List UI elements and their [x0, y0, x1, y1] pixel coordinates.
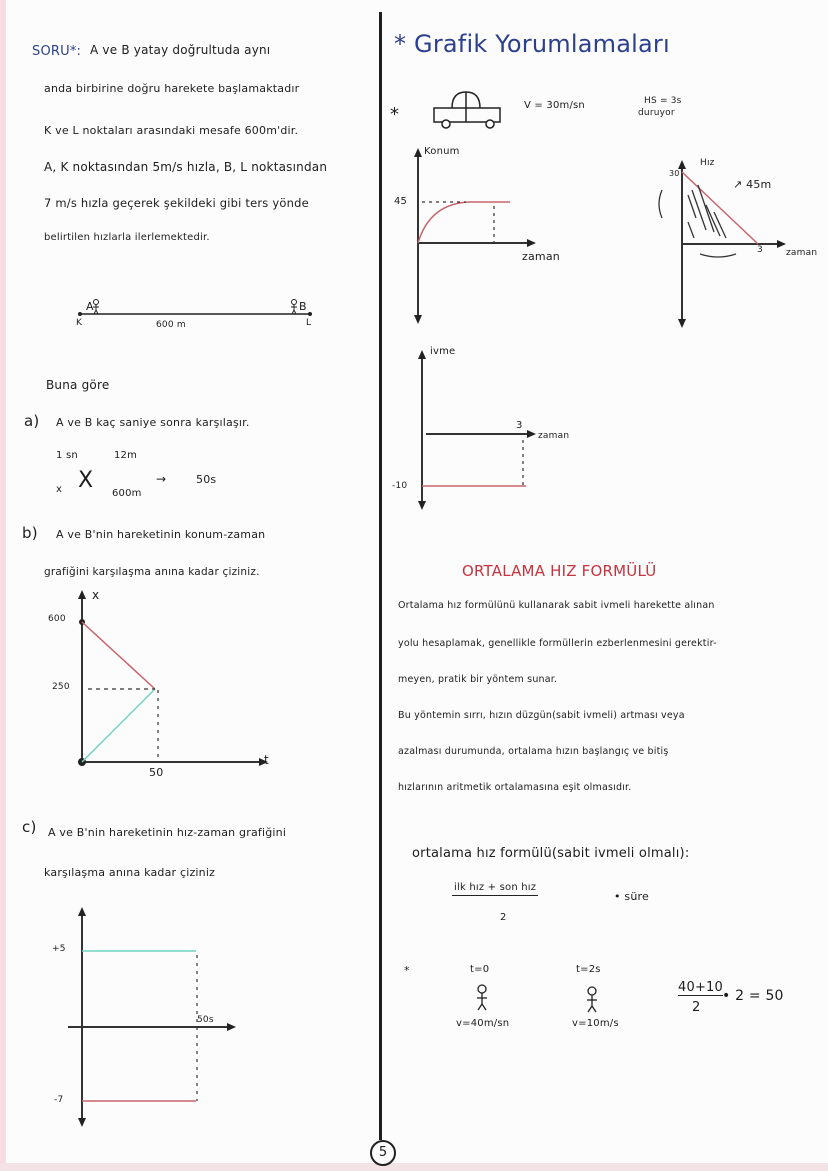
shaded-area-hatch — [688, 185, 726, 238]
zaman-axis-label: zaman — [538, 431, 570, 441]
x-axis-label: x — [92, 588, 100, 602]
y-tick-30: 30 — [669, 169, 680, 178]
x-tick-50s: 50s — [197, 1015, 214, 1025]
konum-axis-label: Konum — [424, 146, 460, 157]
part-a-question: A ve B kaç saniye sonra karşılaşır. — [56, 416, 250, 429]
question-line: A ve B yatay doğrultuda aynı — [90, 43, 271, 57]
area-value: 45m — [746, 178, 772, 191]
calc-denominator: 2 — [692, 1000, 701, 1015]
x-tick-3: 3 — [516, 420, 523, 431]
x-tick-3: 3 — [757, 245, 763, 255]
car-acceleration-chart — [416, 350, 556, 510]
x-tick-50: 50 — [149, 766, 164, 779]
paragraph-line: Ortalama hız formülünü kullanarak sabit ivmeli harekette alınan — [398, 600, 715, 611]
y-tick-45: 45 — [394, 196, 408, 207]
point-l-label: L — [306, 318, 312, 328]
t0-velocity: v=40m/sn — [456, 1018, 510, 1029]
zaman-axis-label: zaman — [522, 250, 560, 263]
formula-numerator: ilk hız + son hız — [452, 882, 538, 896]
position-time-chart — [70, 590, 270, 770]
y-tick-minus10: -10 — [392, 481, 408, 491]
person-icon — [582, 986, 602, 1016]
t-axis-label: t — [264, 753, 269, 767]
point-k-label: K — [76, 318, 83, 328]
hiz-axis-label: Hız — [700, 158, 715, 168]
arrow-icon: → — [156, 472, 167, 486]
paragraph-line: meyen, pratik bir yöntem sunar. — [398, 674, 558, 685]
buna-gore-text: Buna göre — [46, 378, 110, 392]
zaman-axis-label: zaman — [786, 248, 818, 258]
area-annotation: ↗ 45m — [733, 178, 772, 191]
y-tick-600: 600 — [48, 614, 66, 624]
question-line: belirtilen hızlarla ilerlemektedir. — [44, 232, 210, 243]
section-title: * Grafik Yorumlamaları — [394, 30, 670, 58]
stop-word: duruyor — [638, 108, 675, 118]
part-a-result: 50s — [196, 473, 217, 486]
column-divider — [379, 12, 382, 1140]
car-icon — [430, 88, 510, 132]
velocity-time-chart — [70, 905, 250, 1135]
y-tick-minus7: -7 — [54, 1095, 64, 1105]
track-diagram — [70, 298, 330, 338]
proportion-cell: x — [56, 484, 63, 495]
stop-time: HS = 3s — [644, 96, 682, 106]
part-b-label: b) — [22, 524, 38, 542]
part-b-line: grafiğini karşılaşma anına kadar çiziniz. — [44, 566, 260, 578]
question-line: anda birbirine doğru harekete başlamaktadır — [44, 82, 300, 95]
runner-b-icon — [291, 300, 297, 315]
ivme-axis-label: ivme — [430, 346, 456, 357]
page-left-margin — [0, 0, 6, 1171]
person-icon — [472, 984, 492, 1014]
paragraph-line: hızlarının aritmetik ortalamasına eşit olmasıdır. — [398, 782, 632, 793]
car-position-chart — [410, 148, 550, 328]
paragraph-line: Bu yöntemin sırrı, hızın düzgün(sabit ivmeli) artması veya — [398, 710, 685, 721]
paragraph-line: yolu hesaplamak, genellikle formüllerin ezberlenmesini gerektir- — [398, 638, 717, 649]
calc-result: • 2 = 50 — [722, 988, 784, 1004]
y-tick-plus5: +5 — [52, 944, 66, 954]
y-tick-250: 250 — [52, 682, 70, 692]
question-label: SORU*: — [32, 44, 82, 59]
proportion-cell: 12m — [114, 450, 138, 461]
t1-velocity: v=10m/s — [572, 1018, 619, 1029]
part-c-line: A ve B'nin hareketinin hız-zaman grafiğini — [48, 826, 287, 839]
runner-a-label: A — [86, 300, 94, 313]
proportion-cell: 600m — [112, 488, 142, 499]
t1-label: t=2s — [576, 964, 601, 975]
part-a-label: a) — [24, 412, 40, 430]
part-c-line: karşılaşma anına kadar çiziniz — [44, 866, 216, 879]
page-number: 5 — [370, 1140, 396, 1166]
bullet-star: * — [390, 104, 400, 125]
distance-label: 600 m — [156, 320, 186, 330]
paragraph-line: azalması durumunda, ortalama hızın başlangıç ve bitiş — [398, 746, 669, 757]
formula-multiplier: • süre — [614, 890, 649, 903]
calc-numerator: 40+10 — [678, 980, 723, 995]
part-b-line: A ve B'nin hareketinin konum-zaman — [56, 528, 266, 541]
t0-label: t=0 — [470, 964, 490, 975]
ortalama-heading: ORTALAMA HIZ FORMÜLÜ — [462, 562, 657, 580]
question-line: A, K noktasından 5m/s hızla, B, L noktasından — [44, 160, 328, 174]
car-velocity: V = 30m/sn — [524, 100, 585, 111]
cross-multiply-sign: X — [78, 468, 94, 493]
proportion-cell: 1 sn — [56, 450, 78, 461]
question-line: 7 m/s hızla geçerek şekildeki gibi ters yönde — [44, 196, 309, 210]
page-bottom-edge — [0, 1163, 828, 1171]
question-line: K ve L noktaları arasındaki mesafe 600m'dir. — [44, 124, 299, 137]
runner-b-label: B — [299, 300, 307, 313]
formula-title: ortalama hız formülü(sabit ivmeli olmalı): — [412, 846, 690, 861]
formula-denominator: 2 — [500, 912, 507, 923]
part-c-label: c) — [22, 818, 37, 836]
example-bullet: * — [404, 964, 410, 977]
